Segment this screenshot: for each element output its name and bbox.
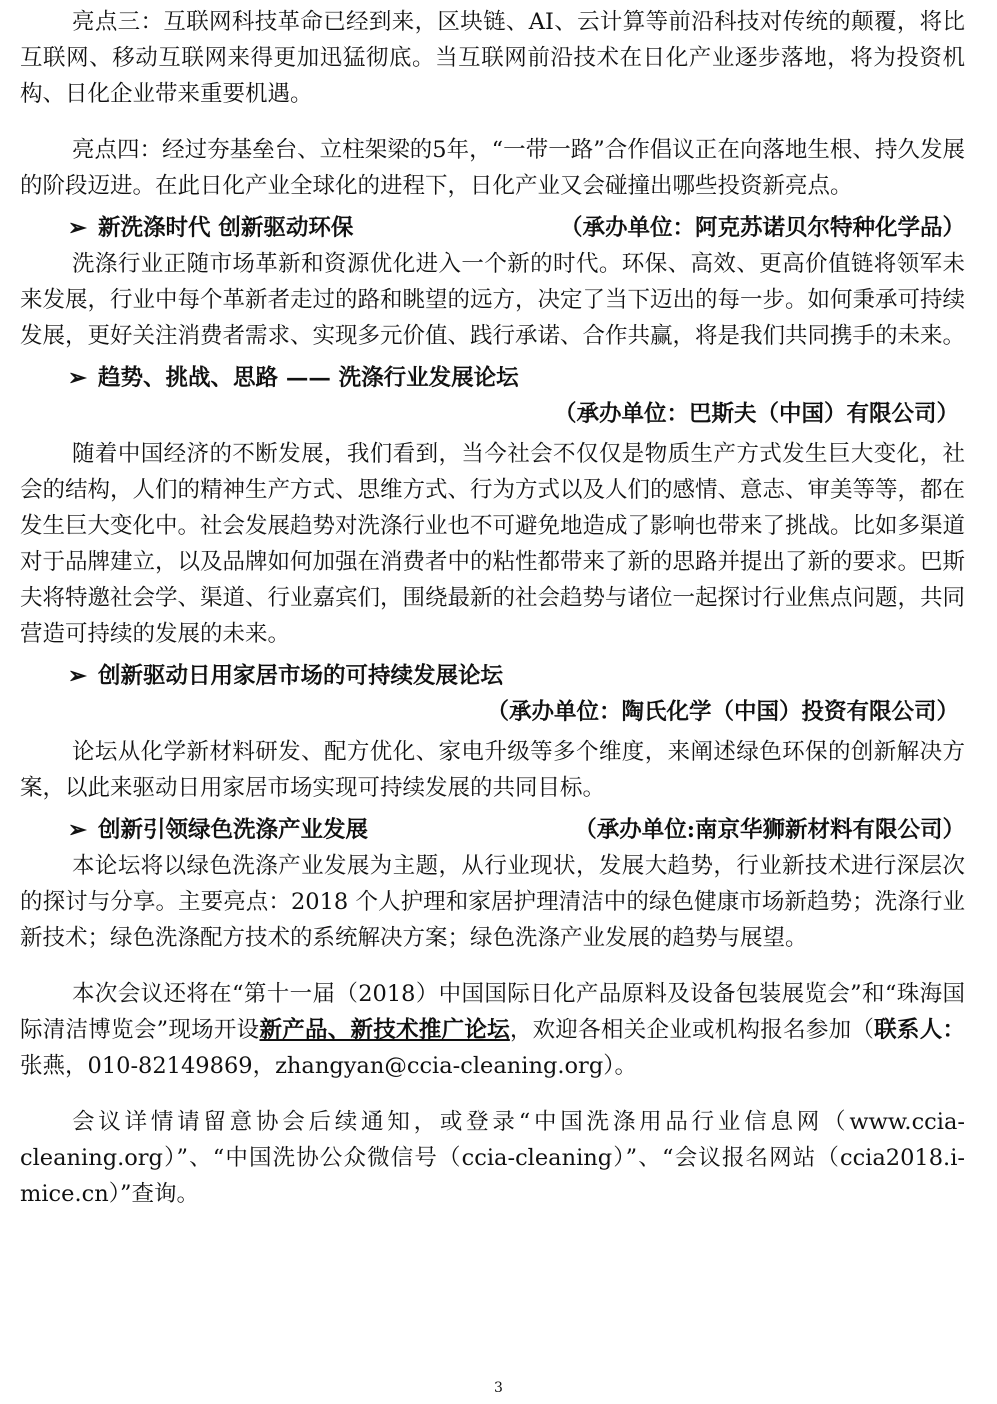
section-title: 趋势、挑战、思路 —— 洗涤行业发展论坛 [98, 365, 519, 391]
section-title: 新洗涤时代 创新驱动环保 [98, 215, 354, 241]
forum-name: 新产品、新技术推广论坛 [259, 1017, 510, 1043]
closing-paragraph-2: 会议详情请留意协会后续通知，或登录“中国洗涤用品行业信息网（www.ccia-cleaning.org）”、“中国洗协公众微信号（ccia-cleaning）”、“会议报名网站（ccia2018.i-mice.cn）”查询。 [20, 1109, 965, 1207]
page-number: 3 [494, 1380, 503, 1396]
section-body-3: 论坛从化学新材料研发、配方优化、家电升级等多个维度，来阐述绿色环保的创新解决方案，以此来驱动日用家居市场实现可持续发展的共同目标。 [20, 739, 965, 801]
section-heading-1 [20, 210, 965, 246]
section-title: 创新驱动日用家居市场的可持续发展论坛 [98, 663, 504, 689]
section-organizer: （承办单位：陶氏化学（中国）投资有限公司） [486, 699, 959, 725]
section-body-4: 本论坛将以绿色洗涤产业发展为主题，从行业现状，发展大趋势，行业新技术进行深层次的探讨与分享。主要亮点：2018 个人护理和家居护理清洁中的绿色健康市场新趋势；洗涤行业新技术；绿色洗涤配方技术的系统解决方案；绿色洗涤产业发展的趋势与展望。 [20, 853, 965, 951]
bullet-arrow-icon: ➢ [68, 215, 87, 241]
bullet-arrow-icon: ➢ [68, 663, 87, 689]
section-heading-2 [20, 360, 965, 396]
document-page [20, 4, 965, 1212]
section-organizer: （承办单位：巴斯夫（中国）有限公司） [553, 401, 959, 427]
section-title: 创新引领绿色洗涤产业发展 [98, 817, 369, 843]
closing-paragraph-1 [20, 976, 965, 1084]
contact-info: 张燕，010-82149869，zhangyan@ccia-cleaning.org）。 [20, 1053, 637, 1079]
closing-text: ，欢迎各相关企业或机构报名参加（ [509, 1017, 875, 1043]
section-organizer: （承办单位：阿克苏诺贝尔特种化学品） [559, 215, 965, 241]
bullet-arrow-icon: ➢ [68, 817, 87, 843]
section-heading-4 [20, 812, 965, 848]
paragraph-highlight-3: 亮点三：互联网科技革命已经到来，区块链、AI、云计算等前沿科技对传统的颠覆，将比互联网、移动互联网来得更加迅猛彻底。当互联网前沿技术在日化产业逐步落地，将为投资机构、日化企业带来重要机遇。 [20, 9, 965, 107]
closing-text: 本次会议还将在“第十一届（2018）中国国际日化产品原料及设备包装展览会”和“珠海国际清洁博览会”现场开设 [20, 981, 965, 1043]
section-organizer: （承办单位:南京华狮新材料有限公司） [574, 817, 965, 843]
section-body-2: 随着中国经济的不断发展，我们看到，当今社会不仅仅是物质生产方式发生巨大变化，社会的结构，人们的精神生产方式、思维方式、行为方式以及人们的感情、意志、审美等等，都在发生巨大变化中。社会发展趋势对洗涤行业也不可避免地造成了影响也带来了挑战。比如多渠道对于品牌建立，以及品牌如何加强在消费者中的粘性都带来了新的思路并提出了新的要求。巴斯夫将特邀社会学、渠道、行业嘉宾们，围绕最新的社会趋势与诸位一起探讨行业焦点问题，共同营造可持续的发展的未来。 [20, 441, 966, 647]
paragraph-highlight-4: 亮点四：经过夯基垒台、立柱架梁的5年，“一带一路”合作倡议正在向落地生根、持久发展的阶段迈进。在此日化产业全球化的进程下，日化产业又会碰撞出哪些投资新亮点。 [20, 137, 965, 199]
contact-label: 联系人： [874, 1017, 965, 1043]
section-body-1: 洗涤行业正随市场革新和资源优化进入一个新的时代。环保、高效、更高价值链将领军未来发展，行业中每个革新者走过的路和眺望的远方，决定了当下迈出的每一步。如何秉承可持续发展，更好关注消费者需求、实现多元价值、践行承诺、合作共赢，将是我们共同携手的未来。 [20, 251, 966, 349]
section-heading-3 [20, 658, 965, 694]
bullet-arrow-icon: ➢ [68, 365, 87, 391]
